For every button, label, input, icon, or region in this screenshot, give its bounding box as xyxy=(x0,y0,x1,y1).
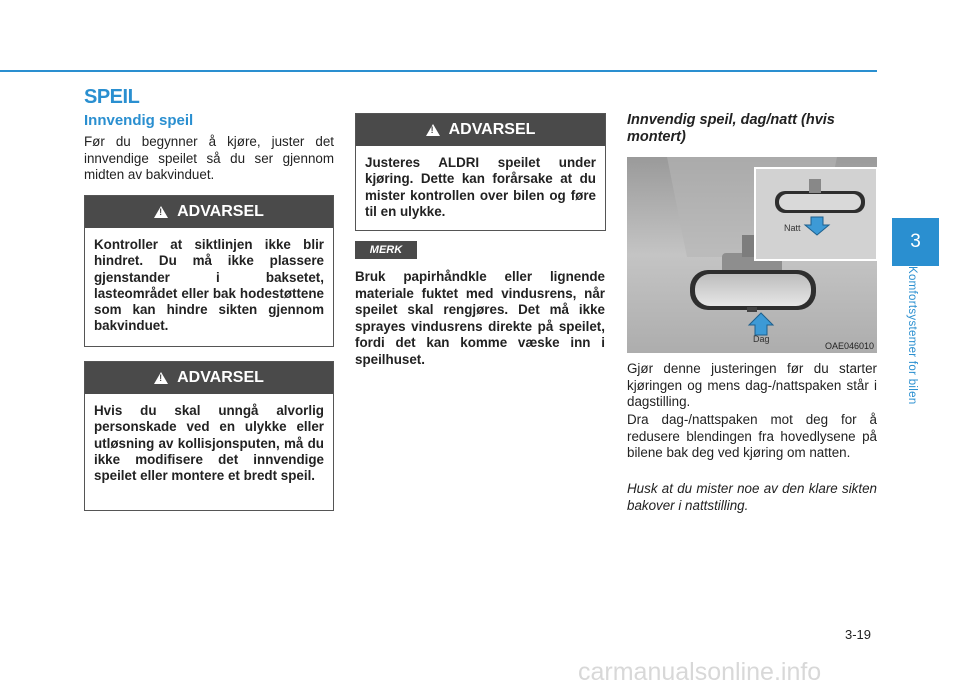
paragraph-night-note: Husk at du mister noe av den klare sikten bakover i nattstilling. xyxy=(627,481,877,513)
paragraph-night-lever: Dra dag-/nattspaken mot deg for å redusere blendingen fra hovedlysene på bilene bak deg ved kjøring om natten. xyxy=(627,412,877,460)
warning-title: ADVARSEL xyxy=(448,121,536,138)
warning-text: Justeres ALDRI speilet under kjøring. Dette kan forårsake at du mister kontrollen over bilen og føre til en ulykke. xyxy=(365,155,596,219)
warning-triangle-icon xyxy=(426,124,440,136)
chapter-number-tab: 3 xyxy=(892,218,939,266)
page-number: 3-19 xyxy=(845,627,872,642)
warning-box-3 xyxy=(355,113,606,231)
warning-text: Hvis du skal unngå alvorlig personskade ved en ulykke eller utløsning av kollisjonsputen, må du ikke modifisere det innvendige speilet eller montere et bredt speil. xyxy=(94,403,324,484)
mirror-illustration xyxy=(627,157,877,353)
chapter-title-vertical xyxy=(904,266,922,436)
watermark: carmanualsonline.info xyxy=(578,658,822,686)
warning-triangle-icon xyxy=(154,206,168,218)
warning-box-2 xyxy=(84,361,334,511)
intro-paragraph: Før du begynner å kjøre, juster det innvendige speilet så du ser gjennom midten av bakvinduet. xyxy=(84,134,334,182)
section-title: SPEIL xyxy=(84,86,140,108)
sub-heading-interior-mirror: Innvendig speil xyxy=(84,112,194,129)
mirror-glass xyxy=(695,274,811,306)
warning-title: ADVARSEL xyxy=(177,203,264,220)
warning-header xyxy=(85,362,333,394)
warning-header xyxy=(85,196,333,228)
paragraph-adjust: Gjør denne justeringen før du starter kjøringen og mens dag-/nattspaken står i dagstilling. xyxy=(627,361,877,409)
warning-box-1 xyxy=(84,195,334,347)
night-label: Natt xyxy=(784,223,801,233)
warning-title: ADVARSEL xyxy=(177,369,264,386)
figure-code: OAE046010 xyxy=(824,341,874,351)
top-rule xyxy=(0,70,877,72)
sub-heading-day-night-mirror: Innvendig speil, dag/natt (hvis montert) xyxy=(627,112,835,145)
note-badge: MERK xyxy=(355,241,417,259)
note-text: Bruk papirhåndkle eller lignende materiale fuktet med vindusrens, når speilet skal rengjøres. Det må ikke sprayes vindusrens direkte på speilet, fordi det kan komme væske inn i speilhuset. xyxy=(355,269,605,367)
warning-header xyxy=(356,114,605,146)
chapter-title: Komfortsystemer for bilen xyxy=(906,266,918,405)
warning-triangle-icon xyxy=(154,372,168,384)
warning-text: Kontroller at siktlinjen ikke blir hindret. Du må ikke plassere gjenstander i baksetet, lasteområdet eller bak hodestøttene som kan hindre sikten gjennom bakvinduet. xyxy=(94,237,324,334)
day-label: Dag xyxy=(753,334,770,344)
mirror-drawing xyxy=(627,157,877,353)
